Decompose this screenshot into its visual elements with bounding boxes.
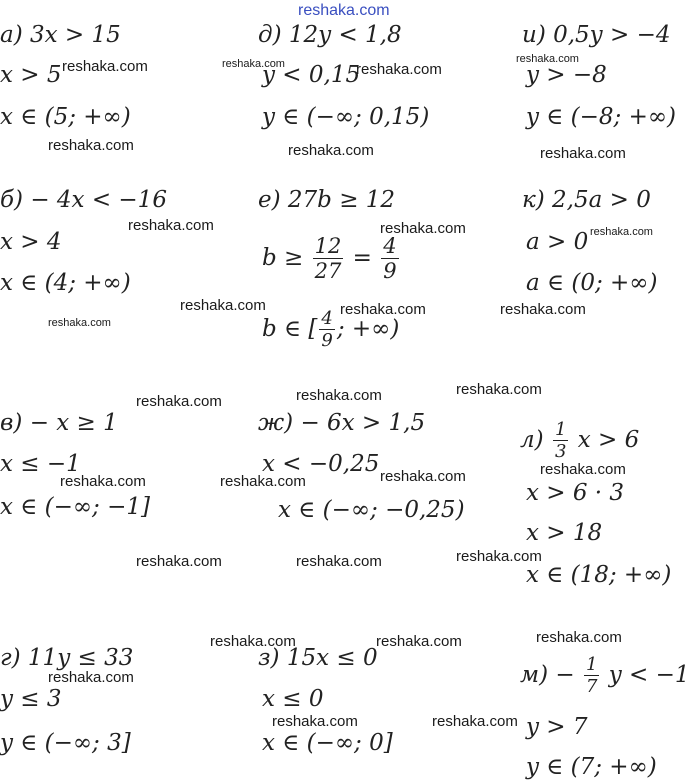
problem-zh-inequality: − 6x > 1,5 <box>300 410 426 436</box>
fraction-1-3: $\frac{1}{3}$ <box>554 419 567 462</box>
problem-b-answer: x ∈ (4; +∞) <box>0 270 131 296</box>
watermark: reshaka.com <box>500 301 586 318</box>
problem-m-line1 <box>520 649 690 701</box>
problem-k-label: к) <box>522 187 545 213</box>
problem-i-label: и) <box>522 22 546 48</box>
problem-e-answer-lhs: b ∈ <box>262 316 302 342</box>
watermark: reshaka.com <box>540 461 626 478</box>
problem-l-inequality: x > 6 <box>577 427 640 453</box>
watermark: reshaka.com <box>296 553 382 570</box>
watermark: reshaka.com <box>220 473 306 490</box>
watermark: reshaka.com <box>210 633 296 650</box>
problem-d-label: д) <box>258 22 282 48</box>
watermark: reshaka.com <box>432 713 518 730</box>
problem-z-label: з) <box>258 645 280 671</box>
problem-v-label: в) <box>0 410 23 436</box>
problem-z-inequality: 15x ≤ 0 <box>286 645 378 671</box>
problem-k-line1 <box>522 187 651 213</box>
problem-e-line1 <box>258 187 395 213</box>
problem-e-answer: b ∈ [ $\frac{4}{9}$ ; +∞) <box>262 308 400 351</box>
problem-a-line1 <box>0 22 121 48</box>
watermark: reshaka.com <box>48 317 111 329</box>
watermark: reshaka.com <box>48 669 134 686</box>
watermark: reshaka.com <box>272 713 358 730</box>
problem-l-answer: x ∈ (18; +∞) <box>526 562 672 588</box>
problem-b-inequality: − 4x < −16 <box>30 187 167 213</box>
problem-l-label: л) <box>520 427 544 453</box>
watermark: reshaka.com <box>48 137 134 154</box>
problem-g-inequality: 11y ≤ 33 <box>27 645 134 671</box>
problem-m-inequality: y < −1 <box>608 662 690 688</box>
problem-v-inequality: − x ≥ 1 <box>29 410 118 436</box>
problem-l-line1 <box>520 414 639 466</box>
watermark: reshaka.com <box>376 633 462 650</box>
problem-z-answer: x ∈ (−∞; 0] <box>262 730 393 756</box>
watermark: reshaka.com <box>136 553 222 570</box>
problem-a-label: а) <box>0 22 23 48</box>
problem-i-line1 <box>522 22 670 48</box>
problem-v-line2: x ≤ −1 <box>0 451 81 477</box>
problem-a-answer: x ∈ (5; +∞) <box>0 104 131 130</box>
equals-sign: = <box>352 245 372 271</box>
problem-k-inequality: 2,5a > 0 <box>552 187 651 213</box>
watermark: reshaka.com <box>380 468 466 485</box>
problem-d-line1 <box>258 22 402 48</box>
watermark: reshaka.com <box>340 301 426 318</box>
watermark: reshaka.com <box>590 226 653 238</box>
problem-b-line2: x > 4 <box>0 229 62 255</box>
fraction-12-27: $\frac{12}{27}$ <box>314 234 342 283</box>
problem-e-answer-rhs: ; +∞ <box>336 316 391 342</box>
problem-b-label: б) <box>0 187 24 213</box>
problem-v-answer: x ∈ (−∞; −1] <box>0 494 150 520</box>
problem-i-line2: y > −8 <box>526 62 607 88</box>
problem-d-line2: y < 0,15 <box>262 62 361 88</box>
problem-k-line2: a > 0 <box>526 229 589 255</box>
watermark: reshaka.com <box>288 142 374 159</box>
minus-sign: − <box>555 662 575 688</box>
problem-l-line3: x > 18 <box>526 520 603 546</box>
watermark: reshaka.com <box>136 393 222 410</box>
watermark: reshaka.com <box>456 381 542 398</box>
watermark: reshaka.com <box>60 473 146 490</box>
watermark: reshaka.com <box>380 220 466 237</box>
problem-b-line1 <box>0 187 167 213</box>
problem-e-label: е) <box>258 187 281 213</box>
problem-g-label: г) <box>0 645 21 671</box>
problem-g-line1 <box>0 645 133 671</box>
fraction-4-9: $\frac{4}{9}$ <box>383 234 397 283</box>
problem-m-line2: y > 7 <box>526 714 588 740</box>
problem-a-line2: x > 5 <box>0 62 62 88</box>
problem-g-answer: y ∈ (−∞; 3] <box>0 730 131 756</box>
problem-d-inequality: 12y < 1,8 <box>288 22 402 48</box>
problem-m-label: м) <box>520 662 549 688</box>
watermark: reshaka.com <box>62 58 148 75</box>
problem-zh-answer: x ∈ (−∞; −0,25) <box>278 497 465 523</box>
problem-i-inequality: 0,5y > −4 <box>553 22 671 48</box>
watermark: reshaka.com <box>296 387 382 404</box>
problem-e-lhs: b ≥ <box>262 245 304 271</box>
fraction-4-9-answer: $\frac{4}{9}$ <box>321 308 333 351</box>
problem-g-line2: y ≤ 3 <box>0 686 62 712</box>
problem-zh-label: ж) <box>258 410 294 436</box>
problem-m-answer: y ∈ (7; +∞) <box>526 754 657 780</box>
problem-zh-line2: x < −0,25 <box>262 451 380 477</box>
watermark: reshaka.com <box>298 2 390 19</box>
problem-e-line2 <box>262 232 401 284</box>
watermark: reshaka.com <box>516 53 579 65</box>
problem-e-inequality: 27b ≥ 12 <box>287 187 396 213</box>
problem-i-answer: y ∈ (−8; +∞) <box>526 104 676 130</box>
problem-a-inequality: 3x > 15 <box>30 22 121 48</box>
fraction-1-7: $\frac{1}{7}$ <box>585 654 598 697</box>
watermark: reshaka.com <box>536 629 622 646</box>
problem-v-line1 <box>0 410 118 436</box>
watermark: reshaka.com <box>222 58 285 70</box>
watermark: reshaka.com <box>540 145 626 162</box>
problem-l-line2: x > 6 · 3 <box>526 480 625 506</box>
problem-zh-line1 <box>258 410 425 436</box>
problem-k-answer: a ∈ (0; +∞) <box>526 270 658 296</box>
watermark: reshaka.com <box>180 297 266 314</box>
watermark: reshaka.com <box>456 548 542 565</box>
watermark: reshaka.com <box>356 61 442 78</box>
problem-d-answer: y ∈ (−∞; 0,15) <box>262 104 430 130</box>
watermark: reshaka.com <box>128 217 214 234</box>
problem-z-line2: x ≤ 0 <box>262 686 324 712</box>
